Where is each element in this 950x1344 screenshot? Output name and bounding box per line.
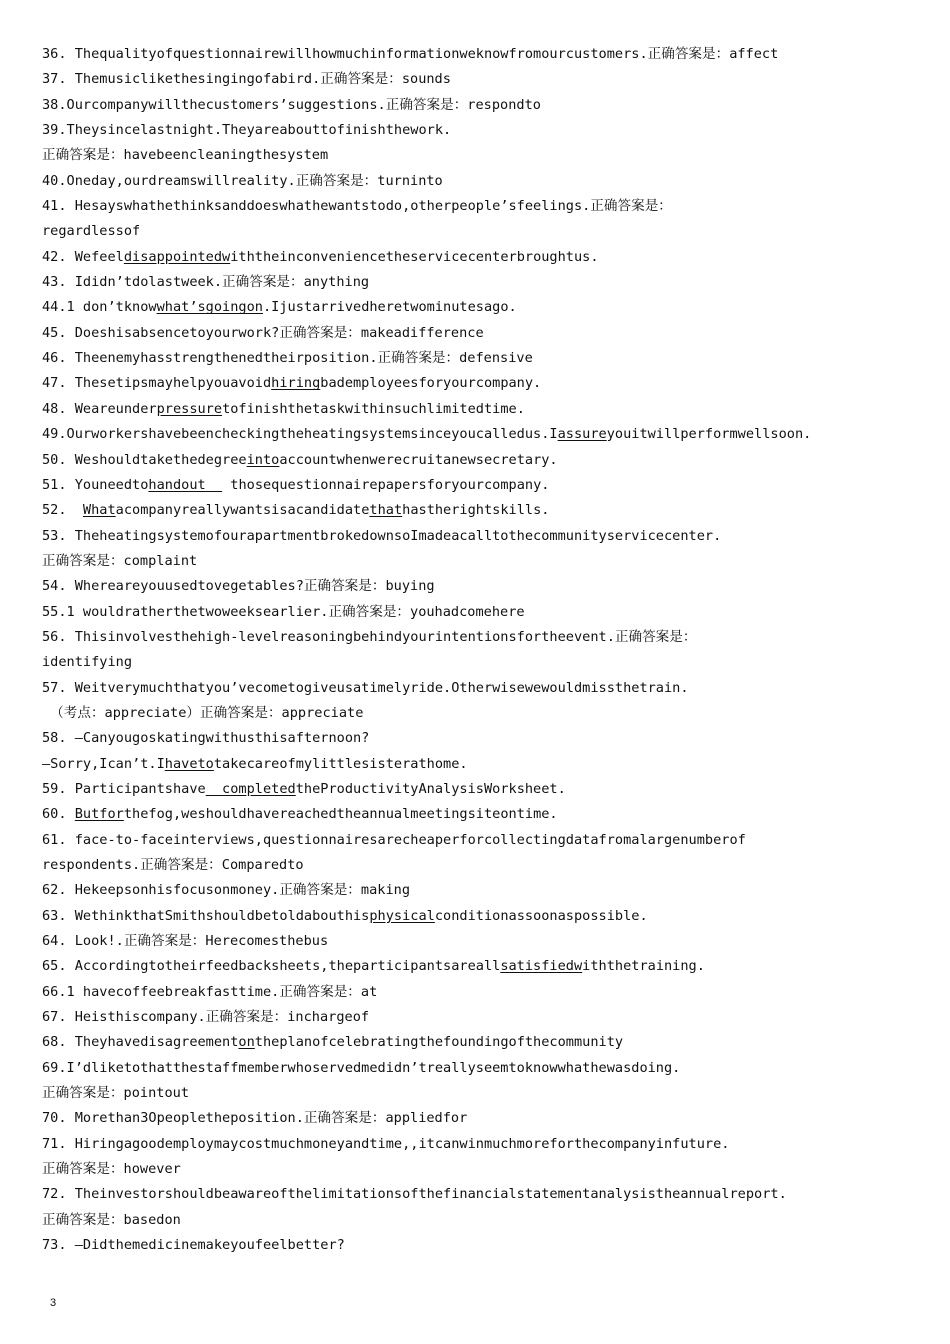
text-line — [42, 777, 922, 802]
line-text: 73. —Didthemedicinemakeyoufeelbetter? — [42, 1237, 345, 1254]
text-line — [42, 321, 922, 346]
line-text: 40.Oneday,ourdreamswillreality.正确答案是：turninto — [42, 172, 443, 189]
text-line — [42, 676, 922, 701]
text-line — [42, 980, 922, 1005]
line-text: respondents.正确答案是：Comparedto — [42, 857, 304, 873]
line-text: 38.Ourcompanywillthecustomers’suggestions.正确答案是：respondto — [42, 96, 541, 113]
line-text: 正确答案是：havebeencleaningthesystem — [42, 147, 329, 164]
line-text: iththetraining. — [582, 958, 705, 975]
text-line — [42, 1157, 922, 1182]
line-text: 51. Youneedto — [42, 476, 149, 493]
line-text: 45. Doeshisabsencetoyourwork?正确答案是：makeadifference — [42, 324, 484, 341]
underlined-answer: assure — [557, 426, 607, 443]
text-line — [42, 397, 922, 422]
text-line — [42, 194, 922, 219]
line-text: 70. Morethan3Opeopletheposition.正确答案是：appliedfor — [42, 1110, 468, 1127]
line-text: 68. Theyhavedisagreement — [42, 1034, 239, 1051]
line-text: 58. —Canyougoskatingwithusthisafternoon? — [42, 730, 370, 747]
line-text: 正确答案是：however — [42, 1161, 181, 1178]
line-text: iththeinconveniencetheservicecenterbroughtus. — [230, 248, 599, 265]
line-text: tofinishthetaskwithinsuchlimitedtime. — [222, 400, 525, 417]
underlined-answer: pressure — [156, 400, 223, 417]
underlined-answer: disappointedw — [123, 248, 231, 265]
text-line — [42, 169, 922, 194]
text-line — [42, 650, 922, 675]
line-text: 正确答案是：pointout — [42, 1085, 190, 1102]
line-text: 53. TheheatingsystemofourapartmentbrokedownsoImadeacalltothecommunityservicecenter. — [42, 527, 722, 544]
text-line — [42, 1182, 922, 1207]
text-line — [42, 1106, 922, 1131]
underlined-answer: completed — [205, 780, 296, 797]
underlined-answer: on — [238, 1034, 255, 1051]
text-line — [42, 143, 922, 168]
text-line — [42, 1208, 922, 1233]
line-text: 44.1 don’tknow — [42, 299, 157, 316]
text-line — [42, 422, 922, 447]
text-line — [42, 67, 922, 92]
line-text: theplanofcelebratingthefoundingofthecommunity — [254, 1034, 624, 1051]
line-text: youitwillperformwellsoon. — [606, 426, 812, 443]
text-line — [42, 1005, 922, 1030]
text-line — [42, 600, 922, 625]
text-line — [42, 954, 922, 979]
line-text: 65. Accordingtotheirfeedbacksheets,theparticipantsareall — [42, 958, 501, 975]
line-text: 62. Hekeepsonhisfocusonmoney.正确答案是：making — [42, 882, 411, 899]
text-line — [42, 853, 922, 878]
underlined-answer: that — [369, 502, 403, 519]
line-text: thosequestionnairepapersforyourcompany. — [222, 476, 550, 493]
text-line — [42, 270, 922, 295]
text-line — [42, 929, 922, 954]
line-text: —Sorry,Ican’t.I — [42, 755, 165, 772]
text-line — [42, 473, 922, 498]
line-text: 55.1 wouldratherthetwoweeksearlier.正确答案是：youhadcomehere — [42, 603, 525, 620]
line-text: 46. Theenemyhasstrengthenedtheirposition.正确答案是：defensive — [42, 350, 533, 367]
text-line — [42, 878, 922, 903]
line-text: bademployeesforyourcompany. — [320, 375, 542, 392]
underlined-answer: handout — [148, 476, 223, 493]
line-text: acompanyreallywantsisacandidate — [115, 502, 370, 519]
underlined-answer: haveto — [164, 755, 214, 772]
line-text: 72. Theinvestorshouldbeawareofthelimitationsofthefinancialstatementanalysistheannualreport. — [42, 1186, 787, 1203]
text-line — [42, 701, 922, 726]
underlined-answer: Butfor — [74, 806, 124, 823]
underlined-answer: into — [246, 451, 280, 468]
text-line — [42, 295, 922, 320]
text-line — [42, 498, 922, 523]
line-text: 50. Weshouldtakethedegree — [42, 451, 247, 468]
line-text: thefog,weshouldhavereachedtheannualmeetingsiteontime. — [123, 806, 558, 823]
line-text: 63. WethinkthatSmithshouldbetoldabouthis — [42, 907, 370, 924]
text-line — [42, 752, 922, 777]
underlined-answer: What — [82, 502, 116, 519]
line-text: theProductivityAnalysisWorksheet. — [295, 780, 566, 797]
page-number: 3 — [50, 1297, 57, 1309]
line-text: hastherightskills. — [402, 502, 550, 519]
text-line — [42, 574, 922, 599]
text-line — [42, 802, 922, 827]
text-line — [42, 549, 922, 574]
line-text: accountwhenwerecruitanewsecretary. — [279, 451, 558, 468]
text-line — [42, 371, 922, 396]
line-text: 41. Hesayswhathethinksanddoeswhathewantstodo,otherpeople’sfeelings.正确答案是： — [42, 198, 672, 215]
line-text: 56. Thisinvolvesthehigh-levelreasoningbehindyourintentionsfortheevent.正确答案是： — [42, 628, 697, 645]
line-text: （考点：appreciate）正确答案是：appreciate — [42, 704, 364, 721]
text-line — [42, 1056, 922, 1081]
line-text: 57. Weitverymuchthatyou’vecometogiveusatimelyride.Otherwisewewouldmissthetrain. — [42, 679, 689, 696]
line-text: 39.Theysincelastnight.Theyareabouttofinishthework. — [42, 122, 452, 139]
line-text: 60. — [42, 806, 75, 823]
text-line — [42, 1081, 922, 1106]
text-line — [42, 448, 922, 473]
text-line — [42, 346, 922, 371]
text-line — [42, 904, 922, 929]
line-text: 59. Participantshave — [42, 780, 206, 797]
text-line — [42, 118, 922, 143]
underlined-answer: physical — [369, 907, 435, 924]
line-text: conditionassoonaspossible. — [434, 907, 648, 924]
line-text: 47. Thesetipsmayhelpyouavoid — [42, 375, 272, 392]
line-text: 48. Weareunder — [42, 400, 157, 417]
line-text: 69.I’dliketothatthestaffmemberwhoservedmedidn’treallyseemtoknowwhathewasdoing. — [42, 1059, 681, 1076]
text-line — [42, 1132, 922, 1157]
question-list — [42, 42, 922, 1259]
line-text: 37. Themusiclikethesingingofabird.正确答案是：sounds — [42, 71, 451, 88]
underlined-answer: what’sgoingon — [156, 299, 263, 316]
line-text: regardlessof — [42, 223, 141, 240]
line-text: 42. Wefeel — [42, 248, 124, 265]
text-line — [42, 1233, 922, 1258]
text-line — [42, 828, 922, 853]
line-text: 67. Heisthiscompany.正确答案是：inchargeof — [42, 1009, 370, 1026]
text-line — [42, 219, 922, 244]
text-line — [42, 625, 922, 650]
line-text: 49.Ourworkershavebeencheckingtheheatingsystemsinceyoucalledus.I — [42, 426, 558, 443]
text-line — [42, 1030, 922, 1055]
line-text: 71. Hiringagoodemploymaycostmuchmoneyandtime,,itcanwinmuchmoreforthecompanyinfuture. — [42, 1135, 730, 1152]
text-line — [42, 524, 922, 549]
text-line — [42, 42, 922, 67]
line-text: 36. Thequalityofquestionnairewillhowmuchinformationweknowfromourcustomers.正确答案是：affect — [42, 46, 779, 62]
text-line — [42, 93, 922, 118]
underlined-answer: satisfiedw — [500, 958, 583, 975]
underlined-answer: hiring — [271, 375, 321, 392]
line-text: 61. face-to-faceinterviews,questionnairesarecheaperforcollectingdatafromalargenumberof — [42, 831, 746, 848]
line-text: 正确答案是：basedon — [42, 1211, 181, 1228]
line-text: 54. Whereareyouusedtovegetables?正确答案是：buying — [42, 578, 435, 595]
line-text: identifying — [42, 654, 133, 671]
line-text: 52. — [42, 502, 83, 519]
text-line — [42, 245, 922, 270]
line-text: 66.1 havecoffeebreakfasttime.正确答案是：at — [42, 983, 378, 1000]
line-text: .Ijustarrivedheretwominutesago. — [262, 299, 517, 316]
line-text: 43. Ididn’tdolastweek.正确答案是：anything — [42, 274, 370, 291]
line-text: 正确答案是：complaint — [42, 552, 198, 569]
text-line — [42, 726, 922, 751]
line-text: takecareofmylittlesisterathome. — [213, 755, 468, 772]
line-text: 64. Look!.正确答案是：Herecomesthebus — [42, 933, 329, 950]
